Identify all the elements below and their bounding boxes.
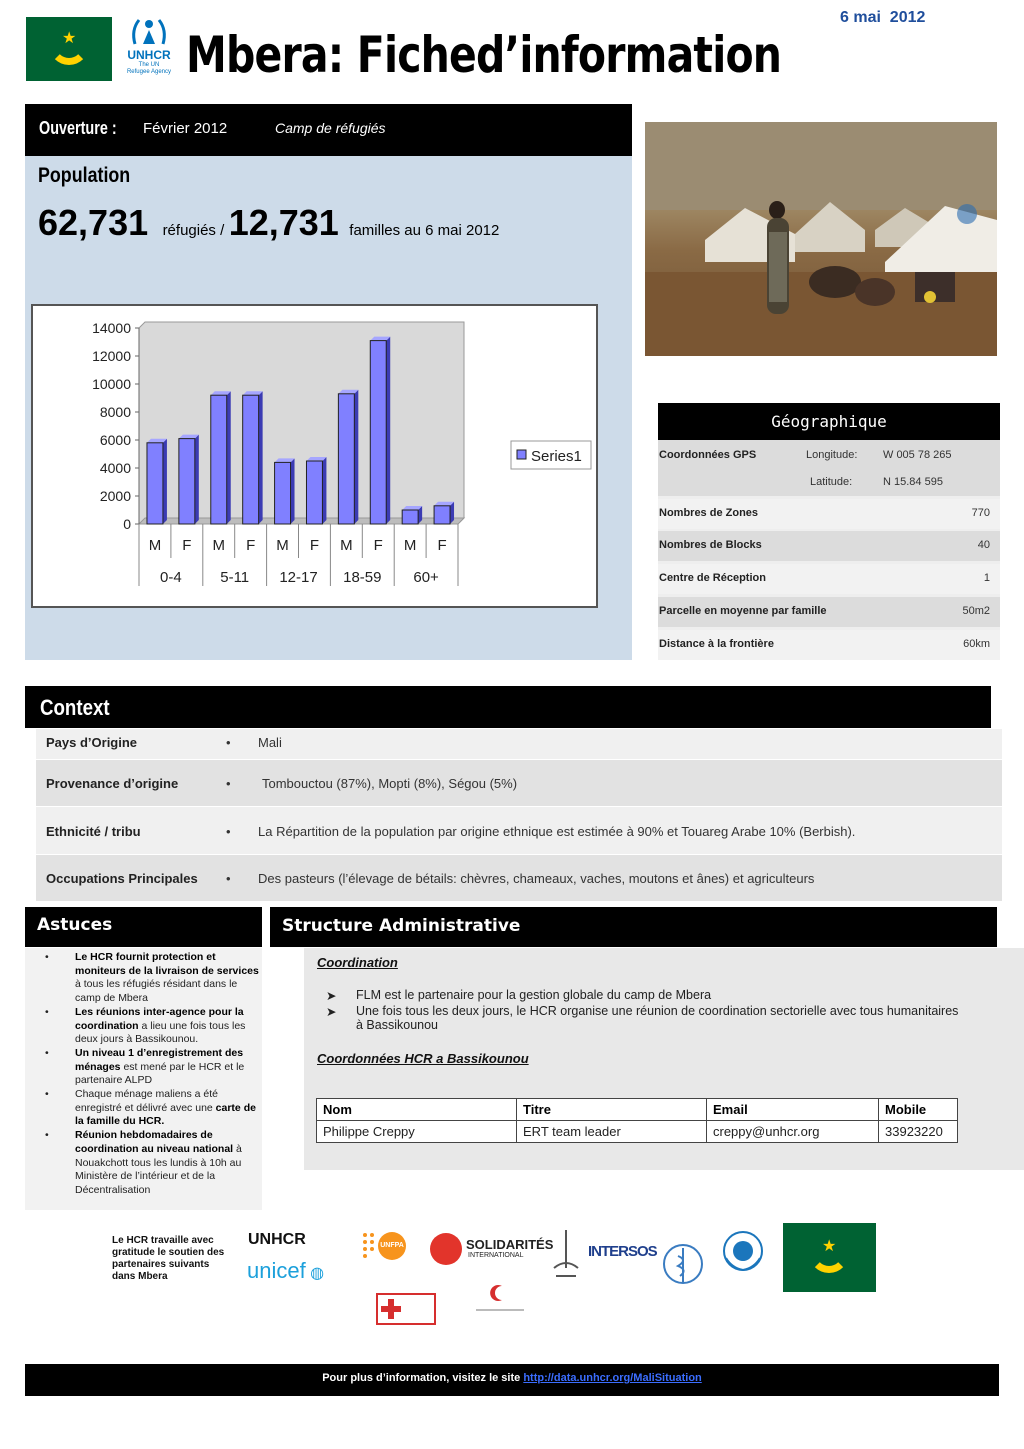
category-label: F	[437, 537, 447, 554]
tips-title: Astuces	[37, 915, 113, 935]
star-icon: ★	[822, 1238, 837, 1255]
red-crescent-icon	[470, 1282, 530, 1316]
tip-bold: Les réunions inter-agence pour la coordination	[75, 1005, 244, 1032]
context-row-provenance	[36, 760, 1002, 806]
footer-text: Pour plus d’information, visitez le site	[322, 1372, 524, 1384]
table-cell: ERT team leader	[517, 1121, 707, 1143]
geo-row-reception	[658, 564, 1000, 594]
footer-link[interactable]: http://data.unhcr.org/MaliSituation	[523, 1372, 702, 1384]
tip-item: • Un niveau 1 d’enregistrement des ménages est mené par le HCR et le partenaire ALPD	[45, 1046, 245, 1087]
bar	[179, 439, 195, 524]
page-title: Mbera: Fiched’information	[186, 26, 782, 84]
solidarites-circle-icon	[430, 1233, 462, 1265]
bullet-icon: •	[226, 776, 231, 791]
tips-header	[25, 907, 262, 947]
arrow-bullet-icon: ➤	[326, 1005, 337, 1019]
bullet-icon: •	[226, 824, 231, 839]
legend-swatch	[517, 450, 526, 459]
coordination-item-text: Une fois tous les deux jours, le HCR organise une réunion de coordination sectorielle avec tous humanitaires à Bassikounou	[356, 1004, 959, 1032]
tip-text: Chaque ménage maliens a été enregistré et délivré avec une	[75, 1088, 219, 1114]
table-header-cell: Email	[707, 1099, 879, 1121]
tip-bold: carte de la famille du HCR.	[75, 1101, 256, 1128]
bar-side	[386, 337, 390, 524]
context-title: Context	[40, 695, 110, 720]
geo-row-border-distance	[658, 630, 1000, 660]
bullet-icon: •	[226, 735, 231, 750]
gps-label: Coordonnées GPS	[659, 449, 757, 461]
context-row-label: Ethnicité / tribu	[46, 824, 141, 839]
unhcr-logo: UNHCR The UN Refugee Agency	[120, 14, 178, 82]
context-row-origin	[36, 729, 1002, 759]
coordination-item	[326, 1004, 966, 1032]
bar	[211, 395, 227, 524]
y-tick-label: 8000	[99, 404, 131, 420]
context-row-text: Des pasteurs (l’élevage de bétails: chèvres, chameaux, vaches, moutons et ânes) et agriculteurs	[258, 871, 815, 886]
bar	[370, 341, 386, 524]
category-label: F	[309, 537, 320, 554]
tip-text: est mené par le HCR et le partenaire ALPD	[75, 1060, 245, 1087]
footer-bar	[25, 1364, 999, 1396]
bullet-icon: •	[226, 871, 231, 886]
bar-side	[163, 439, 167, 524]
admin-panel	[304, 948, 1024, 1170]
geo-row-label: Centre de Réception	[659, 572, 766, 584]
table-header-cell: Titre	[517, 1099, 707, 1121]
longitude-label: Longitude:	[806, 449, 858, 461]
category-label: F	[246, 537, 256, 554]
partners-note: Le HCR travaille avec gratitude le soutien des partenaires suivants dans Mbera	[112, 1235, 225, 1282]
tips-panel	[25, 948, 262, 1210]
who-emblem-icon	[658, 1240, 708, 1290]
category-label: F	[373, 537, 383, 554]
bar	[338, 394, 354, 524]
y-tick-label: 10000	[92, 376, 131, 392]
unicef-globe-icon: ◍	[310, 1265, 325, 1282]
category-label: M	[276, 537, 289, 554]
bar-side	[195, 435, 199, 524]
tip-bold: Réunion hebdomadaires de coordination au niveau national	[75, 1129, 234, 1155]
legend-label: Series1	[531, 448, 582, 465]
admin-title: Structure Administrative	[282, 916, 521, 936]
table-row	[317, 1121, 958, 1143]
tip-item: • Le HCR fournit protection et moniteurs de la livraison de services à tous les réfugiés résidant dans le camp de Mbera	[45, 951, 259, 1005]
coordination-item-text: FLM est le partenaire pour la gestion globale du camp de Mbera	[356, 988, 712, 1002]
longitude-value: W 005 78 265	[883, 449, 952, 461]
table-header-cell: Nom	[317, 1099, 517, 1121]
opening-bar	[25, 104, 632, 156]
geo-row-label: Nombres de Blocks	[659, 539, 762, 551]
bar-side	[291, 458, 295, 524]
group-label: 18-59	[343, 569, 382, 586]
bar	[402, 510, 418, 524]
unhcr-logo-text: UNHCR	[127, 48, 171, 62]
contacts-table	[316, 1098, 958, 1143]
group-label: 60+	[413, 569, 439, 586]
group-label: 5-11	[220, 569, 250, 586]
unhcr-partner-text: UNHCR	[248, 1231, 306, 1248]
bar	[434, 506, 450, 524]
geo-row-zones	[658, 499, 1000, 529]
lwf-logo	[548, 1228, 584, 1290]
geo-row-value: 1	[983, 572, 990, 584]
y-tick-label: 14000	[92, 320, 131, 336]
family-count: 12,731	[228, 202, 339, 243]
y-tick-label: 4000	[99, 460, 131, 476]
intersos-logo	[588, 1243, 657, 1267]
context-row-text: Tombouctou (87%), Mopti (8%), Ségou (5%)	[262, 776, 518, 791]
table-cell: Philippe Creppy	[317, 1121, 517, 1143]
category-label: M	[212, 537, 225, 554]
unicef-logo	[247, 1258, 357, 1288]
latitude-value: N 15.84 595	[883, 476, 943, 488]
refugee-unit: réfugiés /	[162, 222, 225, 239]
bar	[306, 461, 322, 524]
y-tick-label: 2000	[99, 488, 131, 504]
email-link[interactable]: creppy@unhcr.org	[707, 1121, 879, 1143]
population-chart	[31, 304, 598, 608]
context-row-occupations	[36, 855, 1002, 901]
y-tick-label: 0	[123, 516, 131, 532]
context-row-ethnicity	[36, 807, 1002, 854]
red-crescent-logo	[470, 1282, 530, 1316]
opening-date: Février 2012	[143, 120, 228, 137]
context-row-label: Pays d’Origine	[46, 735, 138, 750]
bar	[275, 462, 291, 524]
wfp-logo	[718, 1226, 768, 1276]
table-cell: 33923220	[879, 1121, 958, 1143]
group-label: 0-4	[160, 569, 182, 586]
context-row-text: La Répartition de la population par origine ethnique est estimée à 90% et Touareg Arabe 10% (Berbish).	[258, 824, 856, 839]
admin-header	[270, 907, 997, 947]
tip-text: à Nouakchott tous les lundis à 10h au Ministère de l’intérieur et de la Décentralisation	[75, 1142, 242, 1196]
population-summary	[38, 202, 499, 244]
tip-item: • Réunion hebdomadaires de coordination au niveau national à Nouakchott tous les lundis à 10h au Ministère de l’intérieur et de la Décentralisation	[45, 1129, 242, 1196]
star-icon: ★	[62, 30, 77, 47]
geo-row-plot-size	[658, 597, 1000, 627]
tip-text: a lieu une fois tous les deux jours à Bassikounou.	[75, 1019, 246, 1046]
arrow-bullet-icon: ➤	[326, 989, 337, 1003]
category-label: M	[403, 537, 417, 554]
lwf-cross-icon	[548, 1228, 584, 1290]
context-row-text: Mali	[258, 735, 282, 750]
tip-bold: Un niveau 1 d’enregistrement des ménages	[75, 1046, 244, 1073]
geography-table	[658, 440, 1000, 660]
geo-row-label: Parcelle en moyenne par famille	[659, 605, 827, 617]
tip-item: • Les réunions inter-agence pour la coordination a lieu une fois tous les deux jours à Bassikounou.	[45, 1005, 246, 1046]
table-header-row	[317, 1099, 958, 1121]
refugee-count: 62,731	[38, 202, 149, 243]
red-cross-logo	[376, 1293, 436, 1325]
context-row-label: Provenance d’origine	[46, 776, 179, 791]
category-label: M	[148, 537, 162, 554]
bar-side	[227, 391, 231, 524]
context-header	[25, 686, 991, 728]
latitude-label: Latitude:	[810, 476, 853, 488]
tip-text: à tous les réfugiés résidant dans le camp de Mbera	[75, 978, 238, 1005]
population-label: Population	[38, 164, 131, 187]
solidarites-text: SOLIDARITÉS	[466, 1237, 554, 1252]
mauritania-flag-logo	[26, 17, 112, 81]
document-date: 6 mai 2012	[840, 9, 926, 26]
coordination-item	[326, 988, 966, 1002]
family-unit: familles au 6 mai 2012	[349, 222, 500, 239]
tip-item: • Chaque ménage maliens a été enregistré et délivré avec une carte de la famille du HCR.	[45, 1088, 256, 1128]
tip-bold: Le HCR fournit protection et moniteurs de la livraison de services	[75, 951, 259, 977]
geo-row-label: Nombres de Zones	[659, 507, 759, 519]
unhcr-emblem-icon	[129, 14, 169, 48]
intersos-text: INTERSOS	[588, 1243, 657, 1260]
geo-row-value: 770	[971, 507, 990, 519]
bar-side	[322, 457, 326, 524]
geo-row-label: Distance à la frontière	[659, 638, 774, 650]
y-tick-label: 12000	[92, 348, 131, 364]
unfpa-text: UNFPA	[380, 1242, 404, 1249]
geography-title: Géographique	[771, 412, 887, 431]
geo-row-value: 40	[977, 539, 990, 551]
geo-row-blocks	[658, 531, 1000, 561]
wfp-emblem-icon	[718, 1226, 768, 1276]
solidarites-logo	[430, 1233, 552, 1267]
bar-side	[354, 390, 358, 524]
y-tick-label: 6000	[99, 432, 131, 448]
table-header-cell: Mobile	[879, 1099, 958, 1121]
population-bar-chart	[33, 306, 596, 606]
bar	[243, 395, 259, 524]
geo-row-value: 60km	[963, 638, 990, 650]
solidarites-sub-text: INTERNATIONAL	[468, 1252, 524, 1259]
context-row-label: Occupations Principales	[46, 871, 198, 886]
geography-header	[658, 403, 1000, 440]
opening-label: Ouverture :	[39, 118, 117, 138]
unhcr-partner-logo	[248, 1231, 343, 1261]
mauritania-flag-partner	[783, 1223, 876, 1292]
camp-photo	[645, 122, 997, 356]
who-logo	[658, 1240, 708, 1290]
geo-row-value: 50m2	[962, 605, 990, 617]
contacts-heading: Coordonnées HCR a Bassikounou	[317, 1051, 529, 1066]
group-label: 12-17	[279, 569, 318, 586]
category-label: M	[340, 537, 353, 554]
coordination-heading: Coordination	[317, 955, 398, 970]
opening-type: Camp de réfugiés	[275, 120, 386, 136]
unfpa-logo	[360, 1230, 415, 1264]
unicef-text: unicef	[247, 1258, 306, 1283]
tips-list	[45, 951, 262, 1198]
bar-side	[259, 391, 263, 524]
category-label: F	[182, 537, 192, 554]
bar	[147, 443, 163, 524]
red-cross-icon	[378, 1295, 434, 1323]
